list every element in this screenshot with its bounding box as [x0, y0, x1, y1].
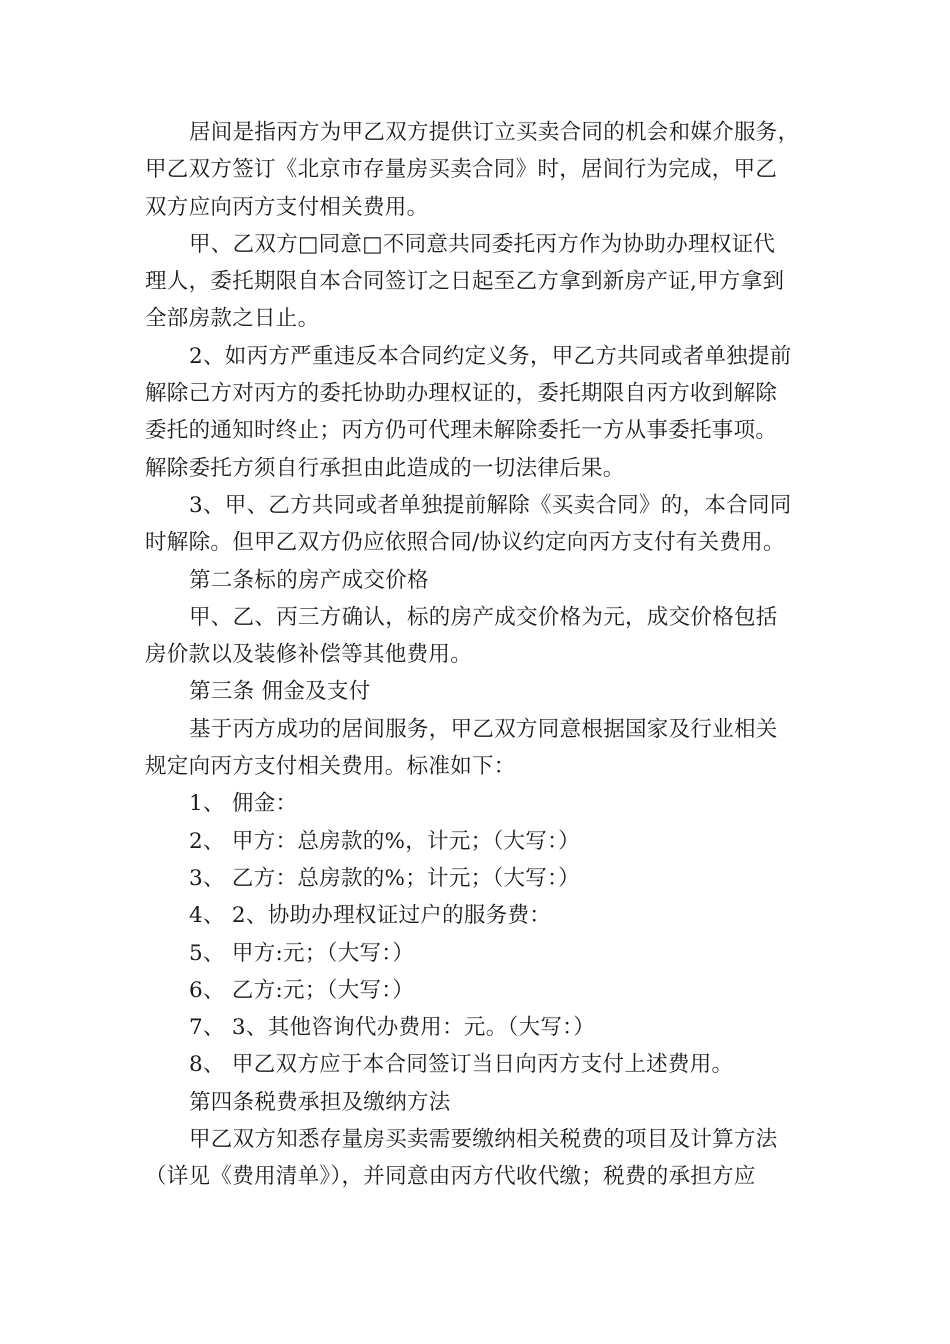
text-line: 基于丙方成功的居间服务，甲乙双方同意根据国家及行业相关 [189, 716, 778, 742]
text-line: 时解除。但甲乙双方仍应依照合同/协议约定向丙方支付有关费用。 [145, 530, 785, 556]
text-line: （详见《费用清单》），并同意由丙方代收代缴；税费的承担方应 [145, 1164, 756, 1190]
text-line: 甲乙双方签订《北京市存量房买卖合同》时，居间行为完成，甲乙 [145, 157, 778, 183]
text-line: 甲、乙、丙三方确认，标的房产成交价格为元，成交价格包括 [189, 604, 778, 630]
text-line: 居间是指丙方为甲乙双方提供订立买卖合同的机会和媒介服务， [189, 120, 800, 145]
text-line: 2、 甲方：总房款的%，计元；（大写：） [189, 828, 580, 854]
contract-text-body [145, 114, 810, 1196]
text-line: 理人，委托期限自本合同签订之日起至乙方拿到新房产证,甲方拿到 [145, 269, 785, 295]
text-line: 解除委托方须自行承担由此造成的一切法律后果。 [145, 455, 625, 481]
text-line: 3、 乙方：总房款的%；计元；（大写：） [189, 865, 580, 891]
text-line: 第二条标的房产成交价格 [189, 567, 429, 593]
text-line: 甲乙双方知悉存量房买卖需要缴纳相关税费的项目及计算方法 [189, 1127, 778, 1153]
text-line: 规定向丙方支付相关费用。标准如下： [145, 754, 516, 780]
text-line: 8、 甲乙双方应于本合同签订当日向丙方支付上述费用。 [189, 1052, 734, 1078]
text-line: 全部房款之日止。 [145, 306, 320, 332]
text-line: 第三条 佣金及支付 [189, 679, 371, 705]
text-line: 甲、乙双方□同意□不同意共同委托丙方作为协助办理权证代 [189, 231, 776, 257]
text-line: 3、甲、乙方共同或者单独提前解除《买卖合同》的，本合同同 [189, 492, 792, 518]
text-line: 双方应向丙方支付相关费用。 [145, 194, 429, 220]
text-line: 第四条税费承担及缴纳方法 [189, 1089, 451, 1115]
text-line: 4、 2、协助办理权证过户的服务费： [189, 903, 552, 929]
text-line: 委托的通知时终止；丙方仍可代理未解除委托一方从事委托事项。 [145, 418, 778, 444]
text-line: 1、 佣金： [189, 791, 298, 817]
text-line: 7、 3、其他咨询代办费用：元。（大写：） [189, 1015, 595, 1041]
text-line: 5、 甲方:元；（大写：） [189, 940, 415, 966]
text-line: 解除己方对丙方的委托协助办理权证的，委托期限自丙方收到解除 [145, 381, 778, 407]
text-line: 6、 乙方:元；（大写：） [189, 977, 415, 1003]
text-line: 房价款以及装修补偿等其他费用。 [145, 642, 473, 668]
text-line: 2、如丙方严重违反本合同约定义务，甲乙方共同或者单独提前 [189, 343, 792, 369]
